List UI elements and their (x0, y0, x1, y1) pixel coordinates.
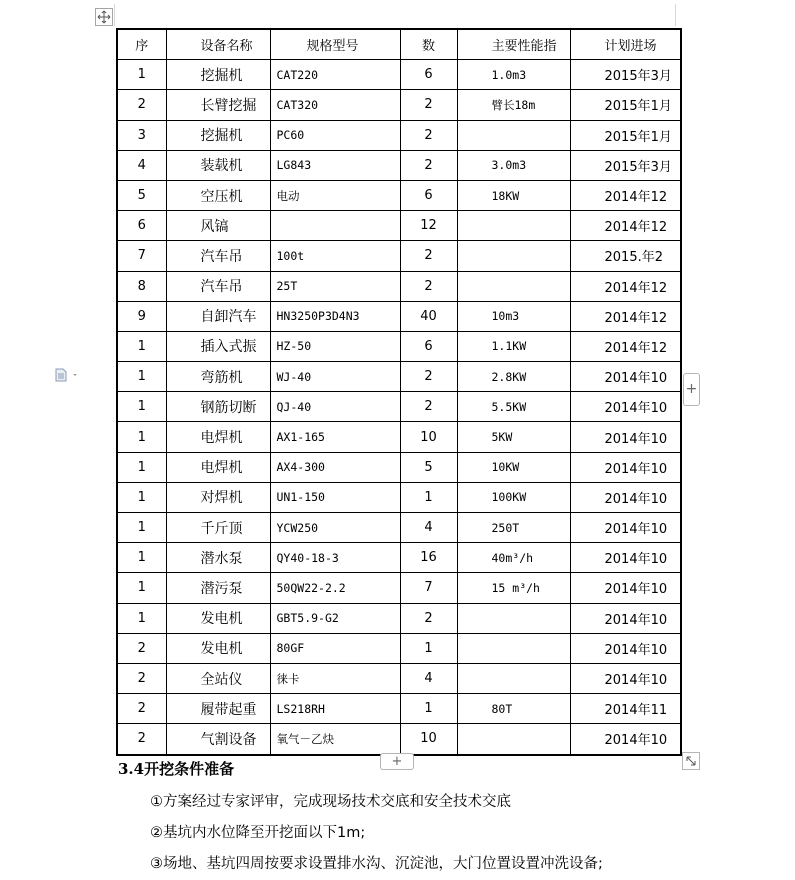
cell-model: HZ-50 (270, 331, 400, 361)
cell-qty: 2 (400, 362, 457, 392)
cell-seq: 2 (117, 90, 166, 120)
cell-performance: 5KW (457, 422, 570, 452)
cell-name: 长臂挖掘 (166, 90, 270, 120)
cell-model: WJ-40 (270, 362, 400, 392)
table-row (117, 633, 681, 663)
cell-entry-date: 2014年10 (570, 603, 681, 633)
cell-performance (457, 271, 570, 301)
cell-name: 插入式振 (166, 331, 270, 361)
cell-entry-date: 2014年12 (570, 331, 681, 361)
table-row (117, 573, 681, 603)
cell-performance: 2.8KW (457, 362, 570, 392)
cell-qty: 2 (400, 271, 457, 301)
cell-model: 氧气－乙炔 (270, 724, 400, 755)
add-row-button[interactable]: + (380, 753, 414, 770)
cell-qty: 2 (400, 150, 457, 180)
cell-entry-date: 2014年10 (570, 392, 681, 422)
table-row (117, 90, 681, 120)
cell-name: 空压机 (166, 180, 270, 210)
cell-name: 装载机 (166, 150, 270, 180)
cell-performance (457, 120, 570, 150)
cell-name: 汽车吊 (166, 271, 270, 301)
cell-entry-date: 2014年12 (570, 180, 681, 210)
cell-seq: 1 (117, 513, 166, 543)
cell-model: QY40-18-3 (270, 543, 400, 573)
cell-entry-date: 2014年10 (570, 513, 681, 543)
cell-seq: 4 (117, 150, 166, 180)
cell-qty: 1 (400, 482, 457, 512)
cell-seq: 2 (117, 663, 166, 693)
cell-performance: 5.5KW (457, 392, 570, 422)
cell-qty: 7 (400, 573, 457, 603)
cell-qty: 6 (400, 180, 457, 210)
cell-entry-date: 2014年10 (570, 422, 681, 452)
cell-model: HN3250P3D4N3 (270, 301, 400, 331)
paragraph-1: ①方案经过专家评审，完成现场技术交底和安全技术交底 (150, 794, 511, 810)
table-row (117, 241, 681, 271)
cell-seq: 1 (117, 452, 166, 482)
move-icon (97, 10, 111, 24)
page-edge-top-right (675, 4, 676, 26)
table-row (117, 452, 681, 482)
table-row (117, 362, 681, 392)
cell-model: PC60 (270, 120, 400, 150)
cell-entry-date: 2014年12 (570, 301, 681, 331)
cell-qty: 1 (400, 633, 457, 663)
cell-name: 挖掘机 (166, 120, 270, 150)
cell-name: 潜水泵 (166, 543, 270, 573)
cell-performance (457, 241, 570, 271)
table-header-row (117, 29, 681, 60)
cell-performance: 1.0m3 (457, 60, 570, 90)
cell-performance (457, 663, 570, 693)
cell-entry-date: 2015.年2 (570, 241, 681, 271)
cell-performance: 40m³/h (457, 543, 570, 573)
table-row (117, 271, 681, 301)
table-row (117, 694, 681, 724)
table-row (117, 513, 681, 543)
cell-entry-date: 2014年10 (570, 633, 681, 663)
cell-entry-date: 2014年10 (570, 724, 681, 755)
cell-performance (457, 603, 570, 633)
cell-entry-date: 2014年10 (570, 663, 681, 693)
table-row (117, 211, 681, 241)
cell-seq: 7 (117, 241, 166, 271)
cell-model: 25T (270, 271, 400, 301)
paragraph-3: ③场地、基坑四周按要求设置排水沟、沉淀池，大门位置设置冲洗设备; (150, 856, 603, 872)
cell-entry-date: 2014年10 (570, 543, 681, 573)
cell-performance: 10KW (457, 452, 570, 482)
cell-name: 履带起重 (166, 694, 270, 724)
table-body (117, 60, 681, 755)
cell-name: 全站仪 (166, 663, 270, 693)
cell-entry-date: 2014年12 (570, 271, 681, 301)
resize-icon (683, 753, 699, 769)
cell-qty: 16 (400, 543, 457, 573)
cell-performance: 80T (457, 694, 570, 724)
cell-name: 千斤顶 (166, 513, 270, 543)
header-name: 设备名称 (166, 29, 270, 60)
cell-model: AX1-165 (270, 422, 400, 452)
cell-entry-date: 2015年3月 (570, 150, 681, 180)
cell-name: 挖掘机 (166, 60, 270, 90)
cell-qty: 5 (400, 452, 457, 482)
cell-model: CAT220 (270, 60, 400, 90)
cell-qty: 12 (400, 211, 457, 241)
cell-seq: 9 (117, 301, 166, 331)
cell-name: 自卸汽车 (166, 301, 270, 331)
table-row (117, 543, 681, 573)
cell-entry-date: 2014年12 (570, 211, 681, 241)
cell-qty: 2 (400, 392, 457, 422)
cell-name: 对焊机 (166, 482, 270, 512)
cell-seq: 1 (117, 331, 166, 361)
table-row (117, 301, 681, 331)
cell-qty: 2 (400, 241, 457, 271)
cell-seq: 1 (117, 573, 166, 603)
cell-entry-date: 2015年3月 (570, 60, 681, 90)
table-move-handle[interactable] (95, 8, 113, 26)
cell-seq: 8 (117, 271, 166, 301)
cell-entry-date: 2015年1月 (570, 90, 681, 120)
cell-seq: 3 (117, 120, 166, 150)
cell-model: GBT5.9-G2 (270, 603, 400, 633)
cell-name: 风镐 (166, 211, 270, 241)
table-row (117, 331, 681, 361)
cell-qty: 10 (400, 724, 457, 755)
cell-performance (457, 724, 570, 755)
header-entry-date: 计划进场 (570, 29, 681, 60)
cell-entry-date: 2014年10 (570, 362, 681, 392)
cell-name: 弯筋机 (166, 362, 270, 392)
document-icon[interactable] (54, 367, 80, 386)
cell-entry-date: 2014年11 (570, 694, 681, 724)
cell-model: 电动 (270, 180, 400, 210)
cell-model: LG843 (270, 150, 400, 180)
table-row (117, 120, 681, 150)
cell-performance (457, 211, 570, 241)
cell-name: 气割设备 (166, 724, 270, 755)
cell-seq: 1 (117, 603, 166, 633)
cell-model: 80GF (270, 633, 400, 663)
cell-seq: 1 (117, 392, 166, 422)
paragraph-2: ②基坑内水位降至开挖面以下1m; (150, 825, 366, 841)
cell-model: UN1-150 (270, 482, 400, 512)
cell-seq: 6 (117, 211, 166, 241)
cell-model: AX4-300 (270, 452, 400, 482)
cell-model: 50QW22-2.2 (270, 573, 400, 603)
cell-performance: 1.1KW (457, 331, 570, 361)
cell-name: 汽车吊 (166, 241, 270, 271)
cell-performance: 3.0m3 (457, 150, 570, 180)
cell-qty: 6 (400, 331, 457, 361)
cell-performance: 10m3 (457, 301, 570, 331)
cell-performance: 100KW (457, 482, 570, 512)
cell-seq: 5 (117, 180, 166, 210)
header-seq: 序 (117, 29, 166, 60)
cell-model: 100t (270, 241, 400, 271)
table-row (117, 663, 681, 693)
cell-performance: 18KW (457, 180, 570, 210)
cell-seq: 1 (117, 543, 166, 573)
cell-qty: 2 (400, 90, 457, 120)
cell-seq: 1 (117, 422, 166, 452)
table-row (117, 724, 681, 755)
cell-performance (457, 633, 570, 663)
cell-qty: 40 (400, 301, 457, 331)
cell-qty: 6 (400, 60, 457, 90)
table-row (117, 60, 681, 90)
cell-seq: 2 (117, 633, 166, 663)
cell-name: 潜污泵 (166, 573, 270, 603)
cell-seq: 2 (117, 724, 166, 755)
add-column-button[interactable]: + (683, 373, 700, 406)
cell-name: 钢筋切断 (166, 392, 270, 422)
cell-qty: 2 (400, 120, 457, 150)
cell-seq: 1 (117, 362, 166, 392)
cell-performance: 15 m³/h (457, 573, 570, 603)
header-performance: 主要性能指 (457, 29, 570, 60)
equipment-table (116, 28, 682, 756)
table-resize-handle[interactable] (682, 752, 700, 770)
cell-entry-date: 2015年1月 (570, 120, 681, 150)
cell-qty: 1 (400, 694, 457, 724)
table-row (117, 180, 681, 210)
cell-performance: 臂长18m (457, 90, 570, 120)
table-row (117, 392, 681, 422)
cell-performance: 250T (457, 513, 570, 543)
cell-model: QJ-40 (270, 392, 400, 422)
section-title: 3.4开挖条件准备 (118, 760, 235, 778)
cell-seq: 1 (117, 482, 166, 512)
cell-entry-date: 2014年10 (570, 482, 681, 512)
cell-entry-date: 2014年10 (570, 573, 681, 603)
cell-model: CAT320 (270, 90, 400, 120)
page-edge-top (114, 4, 115, 26)
cell-name: 电焊机 (166, 422, 270, 452)
cell-name: 发电机 (166, 603, 270, 633)
cell-qty: 4 (400, 513, 457, 543)
cell-model: LS218RH (270, 694, 400, 724)
header-model: 规格型号 (270, 29, 400, 60)
cell-seq: 2 (117, 694, 166, 724)
cell-name: 发电机 (166, 633, 270, 663)
table-row (117, 603, 681, 633)
cell-entry-date: 2014年10 (570, 452, 681, 482)
table-row (117, 482, 681, 512)
cell-model: 徕卡 (270, 663, 400, 693)
cell-model: YCW250 (270, 513, 400, 543)
table-row (117, 422, 681, 452)
cell-qty: 2 (400, 603, 457, 633)
header-qty: 数 (400, 29, 457, 60)
cell-qty: 4 (400, 663, 457, 693)
table-row (117, 150, 681, 180)
cell-model (270, 211, 400, 241)
cell-seq: 1 (117, 60, 166, 90)
cell-qty: 10 (400, 422, 457, 452)
cell-name: 电焊机 (166, 452, 270, 482)
